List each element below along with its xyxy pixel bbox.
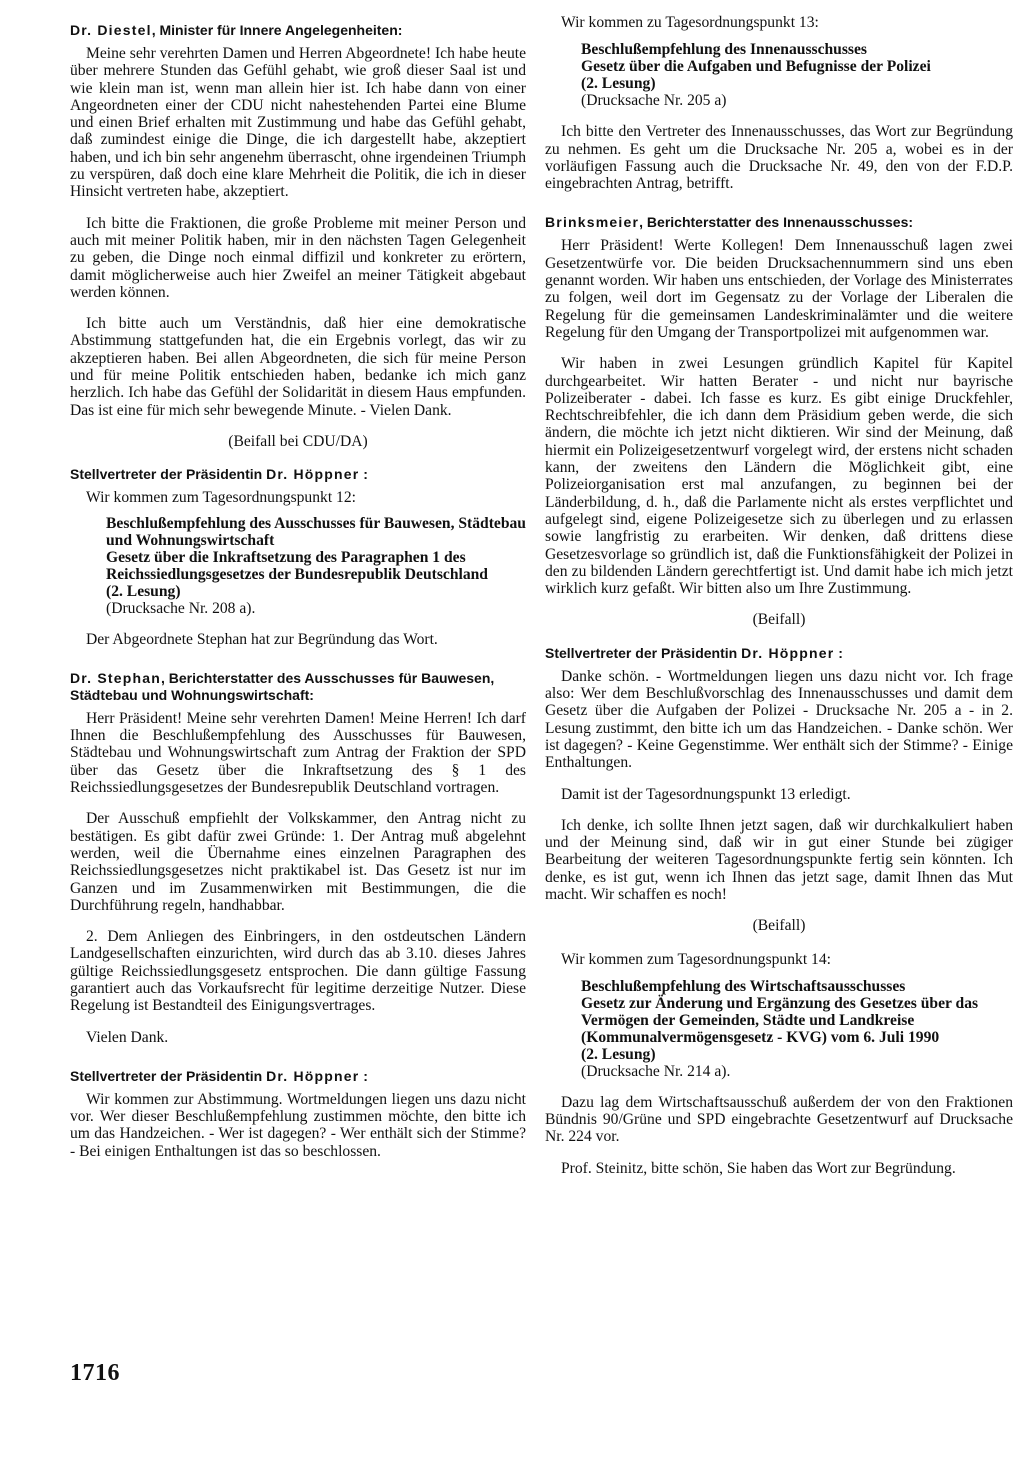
speaker-colon: : (834, 644, 843, 661)
page-number: 1716 (70, 1360, 120, 1386)
paragraph: Damit ist der Tagesordnungspunkt 13 erledigt. (561, 785, 851, 803)
paragraph: Ich bitte den Vertreter des Innenausschusses, das Wort zur Begründung zu nehmen. Es geht um die Drucksache Nr. 205 a, wobei es in der vorläufigen Fassung auch die Drucksache Nr. 49, den von der F.D.P. eingebrachten Antrag, betrifft. (545, 123, 1013, 193)
motion-document: (Drucksache Nr. 214 a). (581, 1062, 731, 1080)
paragraph: Meine sehr verehrten Damen und Herren Abgeordnete! Ich habe heute über mehrere Stunden das Gefühl gehabt, wie groß dieser Saal ist und wie klein man ist, wenn man allein hier ist. Ich habe dann von einer Angeordneten einer der CDU nicht nahestehenden Partei eine Blume und einen Brief erhalten mit Zustimmung und habe das Gefühl gehabt, daß zumindest einige die Dinge, die ich dargestellt habe, akzeptiert haben, und ich bin sehr angenehm überrascht, ohne irgendeinen Triumph zu verspüren, daß doch eine klare Mehrheit die Politik, die ich in dieser Hinsicht vertreten habe, akzeptiert. (70, 45, 526, 201)
motion-reading: (2. Lesung) (106, 582, 181, 600)
paragraph: Wir kommen zu Tagesordnungspunkt 13: (561, 14, 819, 31)
paragraph: Wir kommen zur Abstimmung. Wortmeldungen liegen uns dazu nicht vor. Wer dieser Beschlußempfehlung zustimmen möchte, den bitte ich um das Handzeichen. - Wer ist dagegen? - Wer enthält sich der Stimme? - Bei einigen Enthaltungen ist das so beschlossen. (70, 1090, 526, 1160)
speaker-heading-hoeppner (70, 1068, 526, 1085)
motion-reading: (2. Lesung) (581, 75, 656, 93)
speaker-role: Stellvertreter der Präsidentin (70, 466, 267, 483)
motion-title: Beschlußempfehlung des Ausschusses für Bauwesen, Städtebau und Wohnungswirtschaft (106, 514, 526, 549)
paragraph: 2. Dem Anliegen des Einbringers, in den ostdeutschen Ländern Landgesellschaften einzurichten, wird durch das ab 3.10. dieses Jahres gültige Reichssiedlungsgesetz entsprochen. Die dann gültige Fassung garantiert auch das Vorkaufsrecht für legitime derzeitige Nutzer. Diese Regelung ist Bestandteil des Einigungsvertrages. (70, 928, 526, 1015)
speaker-heading-hoeppner (545, 645, 1013, 662)
motion-title: Beschlußempfehlung des Innenausschusses (581, 41, 867, 59)
speaker-name: Dr. Stephan (70, 669, 161, 686)
speaker-heading-hoeppner (70, 466, 526, 483)
motion-document: (Drucksache Nr. 205 a) (581, 92, 727, 110)
speaker-heading-diestel (70, 22, 526, 39)
speaker-role: , Minister für Innere Angelegenheiten: (151, 22, 403, 38)
applause-note: (Beifall) (752, 611, 806, 629)
motion-document: (Drucksache Nr. 208 a). (106, 599, 256, 617)
paragraph: Vielen Dank. (86, 1028, 169, 1046)
paragraph: Der Ausschuß empfiehlt der Volkskammer, den Antrag nicht zu bestätigen. Es gibt dafür zwei Gründe: 1. Der Antrag muß abgelehnt werden, weil die Übernahme eines einzelnen Paragraphen des Reichssiedlungsgesetzes nicht praktikabel ist. Das Gesetz ist nur im Ganzen und im Zusammenwirken mit Bestimmungen, die die Durchführung regeln, handhabbar. (70, 810, 526, 914)
paragraph: Prof. Steinitz, bitte schön, Sie haben das Wort zur Begründung. (561, 1159, 956, 1177)
speaker-name: Dr. Höppner (266, 1067, 360, 1084)
paragraph: Ich denke, ich sollte Ihnen jetzt sagen, daß wir durchkalkuliert haben und der Meinung sind, daß wir in gut einer Stunde bei zügiger Bearbeitung der weiteren Tagesordnungspunkte fertig sein könnten. Ich denke, es ist gut, wenn ich Ihnen das jetzt sage, damit Ihnen das Mut macht. Wir schaffen es noch! (545, 816, 1013, 903)
speaker-role: Stellvertreter der Präsidentin (70, 1067, 267, 1084)
applause-note: (Beifall) (752, 917, 806, 935)
speaker-colon: : (359, 466, 368, 483)
speaker-role: , Berichterstatter des Ausschusses für Bauwesen, Städtebau und Wohnungswirtschaft: (70, 669, 495, 703)
left-column (70, 14, 526, 1174)
right-column (545, 14, 1013, 1191)
speaker-colon: : (359, 1067, 368, 1084)
paragraph: Wir haben in zwei Lesungen gründlich Kapitel für Kapitel durchgearbeitet. Wir hatten Berater - und nicht nur bayrische Polizeiberater - dabei. Ich fasse es kurz. Es gibt einige Druckfehler, Rechtschreibfehler, die ich dann dem Präsidium geben werde, die sich ändern, die möchte ich jetzt nicht diktieren. Wir sind der Meinung, daß hiermit ein Polizeigesetzentwurf vorgelegt wird, der erstens nicht schaden kann, der zweitens den Ländern die Möglichkeit gibt, eine Polizeiorganisation erst mal anzufangen, zu beginnen bei der Länderbildung, d. h., daß die Parlamente nicht als erstes verpflichtet und aufgelegt sind, eigene Polizeigesetze sich zu überlegen und zu erlassen sowie langfristig zu erarbeiten. Wir denken, daß drittens diese Gesetzesvorlage so gründlich ist, daß die Funktionsfähigkeit der Polizei in den zu bildenden Ländern gerechtfertigt ist. Und damit habe ich mich jetzt wirklich kurz gefaßt. Wir bitten also um Ihre Zustimmung. (545, 355, 1013, 598)
paragraph: Herr Präsident! Meine sehr verehrten Damen! Meine Herren! Ich darf Ihnen die Beschlußempfehlung des Ausschusses für Bauwesen, Städtebau und Wohnungswirtschaft zum Antrag der Fraktion der SPD über das Gesetz über die Inkraftsetzung des § 1 des Reichssiedlungsgesetzes der Bundesrepublik Deutschland vortragen. (70, 709, 526, 797)
paragraph: Wir kommen zum Tagesordnungspunkt 14: (561, 950, 831, 968)
speaker-name: Dr. Höppner (266, 466, 360, 483)
motion-reading: (2. Lesung) (581, 1045, 656, 1063)
agenda-item-13 (581, 41, 1013, 109)
agenda-item-14 (581, 978, 1013, 1080)
speaker-name: Dr. Diestel (70, 22, 152, 38)
motion-title: Beschlußempfehlung des Wirtschaftsausschusses (581, 977, 906, 995)
speaker-heading-stephan (70, 670, 526, 704)
speaker-role: Stellvertreter der Präsidentin (545, 644, 742, 661)
paragraph: Ich bitte die Fraktionen, die große Probleme mit meiner Person und auch mit meiner Politik haben, mir in den nächsten Tagen Gelegenheit zu geben, die Dinge noch einmal diffizil und konkreter zu erörtern, damit möglicherweise auch hier Zweifel an meiner Tätigkeit abgebaut werden können. (70, 214, 526, 301)
paragraph: Dazu lag dem Wirtschaftsausschuß außerdem der von den Fraktionen Bündnis 90/Grüne und SPD eingebrachte Gesetzentwurf auf Drucksache Nr. 224 vor. (545, 1093, 1013, 1146)
speaker-heading-brinksmeier (545, 214, 1013, 231)
speaker-name: Brinksmeier (545, 214, 640, 231)
applause-note: (Beifall bei CDU/DA) (228, 432, 368, 450)
paragraph: Der Abgeordnete Stephan hat zur Begründung das Wort. (86, 630, 438, 648)
paragraph: Danke schön. - Wortmeldungen liegen uns dazu nicht vor. Ich frage also: Wer dem Beschlußvorschlag des Innenausschusses und damit dem Gesetz über die Aufgaben der Polizei - Drucksache Nr. 205 a - in 2. Lesung zustimmt, den bitte ich um das Handzeichen. - Danke schön. Wer ist dagegen? - Keine Gegenstimme. Wer enthält sich der Stimme? - Einige Enthaltungen. (545, 667, 1013, 772)
motion-law: Gesetz zur Änderung und Ergänzung des Gesetzes über das Vermögen der Gemeinden, Städte und Landkreise (Kommunalvermögensgesetz - KVG) vom 6. Juli 1990 (581, 994, 979, 1046)
motion-law: Gesetz über die Aufgaben und Befugnisse der Polizei (581, 58, 931, 76)
speaker-name: Dr. Höppner (741, 644, 835, 661)
speaker-role: , Berichterstatter des Innenausschusses: (639, 214, 914, 231)
paragraph: Herr Präsident! Werte Kollegen! Dem Innenausschuß lagen zwei Gesetzentwürfe vor. Die beiden Drucksachennummern sind uns eben genannt worden. Wir haben uns entschieden, der Vorlage des Ministerrates zu folgen, weil dort im Gegensatz zu der Vorlage der Liberalen die Regelung für die gemeinsamen Landeskriminalämter und die weitere Regelung für den Umgang der Transportpolizei mit aufgenommen war. (545, 237, 1013, 341)
agenda-item-12 (106, 515, 526, 617)
paragraph: Ich bitte auch um Verständnis, daß hier eine demokratische Abstimmung stattgefunden hat, die ein Ergebnis vorlegt, das wir zu akzeptieren haben. Bei allen Abgeordneten, die sich für meine Person und für meine Politik entschieden haben, bedanke ich mich ganz herzlich. Ich habe das Gefühl der Solidarität in diesem Haus empfunden. Das ist eine für mich sehr bewegende Minute. - Vielen Dank. (70, 315, 526, 419)
paragraph: Wir kommen zum Tagesordnungspunkt 12: (86, 489, 356, 507)
motion-law: Gesetz über die Inkraftsetzung des Paragraphen 1 des Reichssiedlungsgesetzes der Bundesrepublik Deutschland (106, 548, 488, 583)
